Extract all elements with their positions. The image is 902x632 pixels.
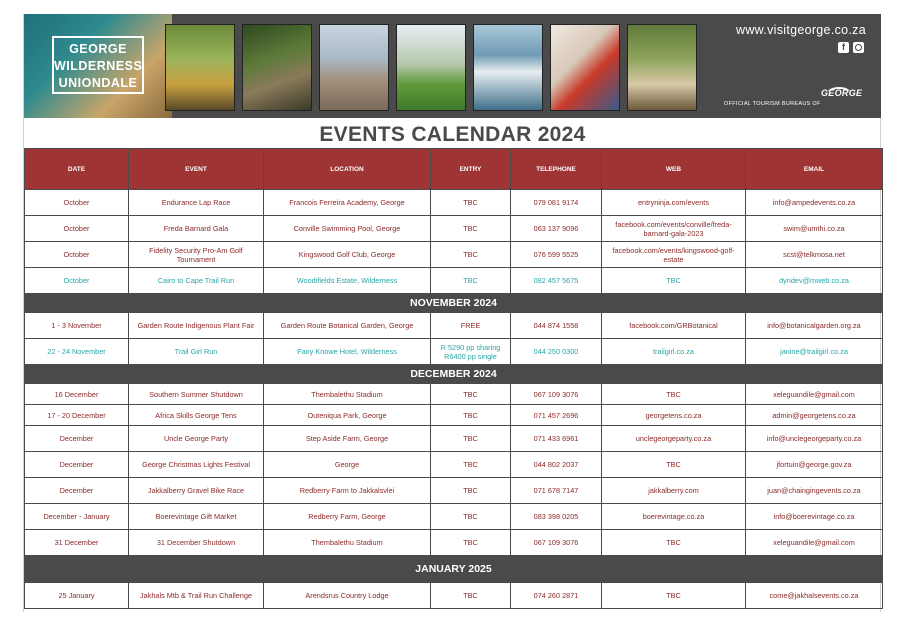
email-link[interactable]: scst@telkmosa.net — [746, 242, 883, 268]
surfing-photo — [473, 24, 543, 111]
logo-line: WILDERNESS — [54, 59, 143, 73]
table-row — [25, 504, 883, 530]
email-link[interactable]: janine@trailgirl.co.za — [746, 339, 883, 365]
email-link[interactable]: swim@umthi.co.za — [746, 216, 883, 242]
event-cell: Uncle George Party — [129, 426, 264, 452]
telephone-cell: 044 250 0300 — [511, 339, 602, 365]
location-cell: Step Aside Farm, George — [264, 426, 431, 452]
web-link[interactable]: jakkalberry.com — [602, 478, 746, 504]
date-cell: October — [25, 190, 129, 216]
bureau-text: OFFICIAL TOURISM BUREAUS OF — [724, 101, 821, 107]
email-link[interactable]: jfortuin@george.gov.za — [746, 452, 883, 478]
brand-logo — [52, 36, 144, 94]
telephone-cell: 044 802 2037 — [511, 452, 602, 478]
telephone-cell: 071 433 6961 — [511, 426, 602, 452]
george-logo: GEORGE — [821, 88, 863, 98]
table-row — [25, 242, 883, 268]
telephone-cell: 044 874 1558 — [511, 313, 602, 339]
entry-cell: TBC — [431, 426, 511, 452]
instagram-icon[interactable] — [853, 42, 864, 53]
telephone-cell: 079 081 9174 — [511, 190, 602, 216]
entry-cell: TBC — [431, 242, 511, 268]
telephone-cell: 083 398 0205 — [511, 504, 602, 530]
date-cell: October — [25, 268, 129, 294]
date-cell: 16 December — [25, 384, 129, 405]
date-cell: October — [25, 242, 129, 268]
event-cell: Garden Route Indigenous Plant Fair — [129, 313, 264, 339]
telephone-cell: 076 599 5525 — [511, 242, 602, 268]
facebook-icon[interactable]: f — [838, 42, 849, 53]
location-cell: Thembalethu Stadium — [264, 530, 431, 556]
column-header: TELEPHONE — [511, 149, 602, 190]
date-cell: 17 - 20 December — [25, 405, 129, 426]
location-cell: George — [264, 452, 431, 478]
table-row — [25, 268, 883, 294]
events-table — [24, 148, 883, 609]
entry-cell: TBC — [431, 478, 511, 504]
web-link[interactable]: TBC — [602, 452, 746, 478]
location-cell: Garden Route Botanical Garden, George — [264, 313, 431, 339]
entry-cell: TBC — [431, 190, 511, 216]
date-cell: October — [25, 216, 129, 242]
table-header-row — [25, 149, 883, 190]
event-cell: Endurance Lap Race — [129, 190, 264, 216]
telephone-cell: 071 678 7147 — [511, 478, 602, 504]
location-cell: Kingswood Golf Club, George — [264, 242, 431, 268]
telephone-cell: 067 109 3076 — [511, 384, 602, 405]
entry-cell: TBC — [431, 583, 511, 609]
web-link[interactable]: facebook.com/events/conville/freda-barnard-gala-2023 — [602, 216, 746, 242]
date-cell: December — [25, 426, 129, 452]
email-link[interactable]: juan@chaingingevents.co.za — [746, 478, 883, 504]
web-link[interactable]: TBC — [602, 530, 746, 556]
column-header: WEB — [602, 149, 746, 190]
web-link[interactable]: unclegeorgeparty.co.za — [602, 426, 746, 452]
event-cell: Freda Barnard Gala — [129, 216, 264, 242]
email-link[interactable]: xeleguandile@gmail.com — [746, 384, 883, 405]
table-row — [25, 452, 883, 478]
logo-line: UNIONDALE — [58, 76, 138, 90]
events-calendar-page — [23, 14, 881, 612]
golf-photo — [396, 24, 466, 111]
header-banner — [24, 14, 881, 118]
telephone-cell: 067 109 3076 — [511, 530, 602, 556]
location-cell: Conville Swimming Pool, George — [264, 216, 431, 242]
entry-cell: TBC — [431, 504, 511, 530]
month-heading: JANUARY 2025 — [25, 556, 883, 583]
location-cell: Fairy Knowe Hotel, Wilderness — [264, 339, 431, 365]
table-row — [25, 426, 883, 452]
column-header: LOCATION — [264, 149, 431, 190]
event-cell: Cairo to Cape Trail Run — [129, 268, 264, 294]
date-cell: 31 December — [25, 530, 129, 556]
location-cell: Francois Ferreira Academy, George — [264, 190, 431, 216]
web-link[interactable]: boerevintage.co.za — [602, 504, 746, 530]
web-link[interactable]: facebook.com/events/kingswood-golf-estate — [602, 242, 746, 268]
table-row — [25, 339, 883, 365]
date-cell: 25 January — [25, 583, 129, 609]
month-heading-row — [25, 365, 883, 384]
email-link[interactable]: xeleguandile@gmail.com — [746, 530, 883, 556]
email-link[interactable]: admin@georgetens.co.za — [746, 405, 883, 426]
event-cell: 31 December Shutdown — [129, 530, 264, 556]
email-link[interactable]: info@unclegeorgeparty.co.za — [746, 426, 883, 452]
rock-climbing-photo — [242, 24, 312, 111]
email-link[interactable]: come@jakhalsevents.co.za — [746, 583, 883, 609]
month-heading-row — [25, 556, 883, 583]
table-row — [25, 405, 883, 426]
website-link[interactable]: www.visitgeorge.co.za — [736, 23, 866, 37]
email-link[interactable]: dyndev@mweb.co.za — [746, 268, 883, 294]
web-link[interactable]: TBC — [602, 384, 746, 405]
location-cell: Outeniqua Park, George — [264, 405, 431, 426]
table-row — [25, 478, 883, 504]
entry-cell: TBC — [431, 384, 511, 405]
event-cell: Jakkalberry Gravel Bike Race — [129, 478, 264, 504]
month-heading-row — [25, 294, 883, 313]
telephone-cell: 071 457 2696 — [511, 405, 602, 426]
event-cell: Southern Summer Shutdown — [129, 384, 264, 405]
entry-cell: FREE — [431, 313, 511, 339]
table-row — [25, 313, 883, 339]
sculpture-photo — [319, 24, 389, 111]
horse-riding-photo — [627, 24, 697, 111]
table-row — [25, 530, 883, 556]
table-row — [25, 190, 883, 216]
art-gallery-photo — [550, 24, 620, 111]
month-heading: DECEMBER 2024 — [25, 365, 883, 384]
web-link[interactable]: georgetens.co.za — [602, 405, 746, 426]
web-link[interactable]: trailgirl.co.za — [602, 339, 746, 365]
location-cell: Redberry Farm to Jakkalsvlei — [264, 478, 431, 504]
web-link[interactable]: entryninja.com/events — [602, 190, 746, 216]
date-cell: 22 - 24 November — [25, 339, 129, 365]
month-heading: NOVEMBER 2024 — [25, 294, 883, 313]
location-cell: Redberry Farm, George — [264, 504, 431, 530]
entry-cell: R 5290 pp sharing R6400 pp single — [431, 339, 511, 365]
entry-cell: TBC — [431, 452, 511, 478]
page-title: EVENTS CALENDAR 2024 — [319, 123, 586, 146]
brand-logo-tile — [24, 14, 172, 118]
email-link[interactable]: info@boerevintage.co.za — [746, 504, 883, 530]
telephone-cell: 074 260 2871 — [511, 583, 602, 609]
event-cell: Africa Skills George Tens — [129, 405, 264, 426]
telephone-cell: 082 457 5675 — [511, 268, 602, 294]
event-cell: Boerevintage Gift Market — [129, 504, 264, 530]
event-cell: Jakhals Mtb & Trail Run Challenge — [129, 583, 264, 609]
event-cell: George Christmas Lights Festival — [129, 452, 264, 478]
logo-line: GEORGE — [69, 42, 127, 56]
date-cell: 1 - 3 November — [25, 313, 129, 339]
table-row — [25, 384, 883, 405]
column-header: ENTRY — [431, 149, 511, 190]
email-link[interactable]: info@botanicalgarden.org.za — [746, 313, 883, 339]
date-cell: December — [25, 478, 129, 504]
table-row — [25, 216, 883, 242]
location-cell: Thembalethu Stadium — [264, 384, 431, 405]
column-header: DATE — [25, 149, 129, 190]
paragliding-photo — [165, 24, 235, 111]
date-cell: December — [25, 452, 129, 478]
web-link[interactable]: TBC — [602, 583, 746, 609]
entry-cell: TBC — [431, 216, 511, 242]
entry-cell: TBC — [431, 268, 511, 294]
entry-cell: TBC — [431, 405, 511, 426]
location-cell: Arendsrus Country Lodge — [264, 583, 431, 609]
event-cell: Fidelity Security Pro-Am Golf Tournament — [129, 242, 264, 268]
web-link[interactable]: TBC — [602, 268, 746, 294]
email-link[interactable]: info@ampedevents.co.za — [746, 190, 883, 216]
entry-cell: TBC — [431, 530, 511, 556]
date-cell: December - January — [25, 504, 129, 530]
table-row — [25, 583, 883, 609]
event-cell: Trail Girl Run — [129, 339, 264, 365]
location-cell: Woodifields Estate, Wilderness — [264, 268, 431, 294]
telephone-cell: 063 137 9096 — [511, 216, 602, 242]
column-header: EVENT — [129, 149, 264, 190]
column-header: EMAIL — [746, 149, 883, 190]
web-link[interactable]: facebook.com/GRBotanical — [602, 313, 746, 339]
